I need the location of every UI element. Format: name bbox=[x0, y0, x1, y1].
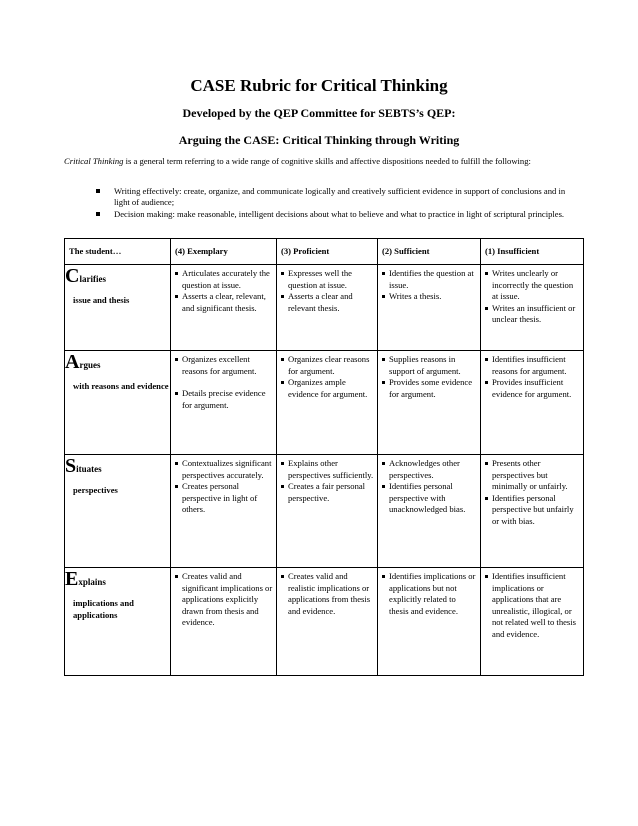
bullet-square-icon bbox=[281, 295, 284, 298]
criterion-description: perspectives bbox=[73, 485, 118, 495]
rubric-cell-text: Supplies reasons in support of argument. bbox=[389, 354, 461, 376]
rubric-cell-text: Details precise evidence for argument. bbox=[182, 388, 266, 410]
intro-bullet-text: Writing effectively: create, organize, and communicate logically and creatively sufficient evidence in support of conclusions and in light of audience; bbox=[114, 186, 566, 207]
rubric-cell-item bbox=[381, 291, 477, 303]
bullet-square-icon bbox=[485, 358, 488, 361]
bullet-square-icon bbox=[382, 485, 385, 488]
bullet-square-icon bbox=[281, 485, 284, 488]
criterion-cell bbox=[65, 351, 171, 455]
bullet-square-icon bbox=[281, 462, 284, 465]
rubric-cell-text: Organizes clear reasons for argument. bbox=[288, 354, 370, 376]
rubric-cell-item bbox=[174, 458, 273, 481]
intro-bullet-item bbox=[96, 209, 566, 220]
bullet-square-icon bbox=[175, 462, 178, 465]
criterion-initial: A bbox=[65, 351, 80, 373]
rubric-cell-item bbox=[484, 493, 580, 528]
bullet-square-icon bbox=[485, 497, 488, 500]
rubric-cell-text: Provides insufficient evidence for argument. bbox=[492, 377, 572, 399]
bullet-square-icon bbox=[281, 272, 284, 275]
bullet-square-icon bbox=[485, 575, 488, 578]
criterion-name: xplains bbox=[78, 577, 106, 587]
rubric-cell-text: Acknowledges other perspectives. bbox=[389, 458, 460, 480]
rubric-row-explains bbox=[65, 568, 584, 676]
rubric-cell-text: Creates personal perspective in light of others. bbox=[182, 481, 258, 514]
rubric-cell-item bbox=[280, 481, 374, 504]
rubric-cell-sufficient bbox=[378, 265, 481, 351]
rubric-cell-text: Writes an insufficient or unclear thesis. bbox=[492, 302, 576, 324]
intro-term: Critical Thinking bbox=[64, 156, 124, 166]
document-title: CASE Rubric for Critical Thinking bbox=[190, 76, 448, 95]
rubric-cell-item bbox=[280, 458, 374, 481]
bullet-square-icon bbox=[281, 575, 284, 578]
rubric-cell-text: Identifies the question at issue. bbox=[389, 268, 474, 290]
rubric-cell-proficient bbox=[277, 568, 378, 676]
rubric-cell-text: Identifies insufficient implications or applications that are unrealistic, illogical, or not related well to thesis and evidence. bbox=[492, 571, 577, 639]
criterion-cell bbox=[65, 568, 171, 676]
bullet-square-icon bbox=[175, 358, 178, 361]
rubric-cell-text: Creates valid and significant implications or applications explicitly drawn from thesis and evidence. bbox=[182, 571, 273, 627]
criterion-initial: C bbox=[65, 265, 80, 287]
rubric-cell-exemplary bbox=[171, 455, 277, 568]
rubric-cell-item bbox=[174, 571, 273, 629]
rubric-cell-sufficient bbox=[378, 351, 481, 455]
criterion-description: issue and thesis bbox=[73, 295, 130, 305]
rubric-cell-item bbox=[381, 354, 477, 377]
rubric-cell-item bbox=[280, 571, 374, 617]
rubric-cell-item bbox=[381, 571, 477, 617]
bullet-square-icon bbox=[485, 462, 488, 465]
rubric-cell-text: Writes unclearly or incorrectly the question at issue. bbox=[492, 268, 574, 301]
rubric-cell-item bbox=[381, 268, 477, 291]
rubric-cell-proficient bbox=[277, 351, 378, 455]
rubric-header-row bbox=[65, 239, 584, 265]
header-student: The student… bbox=[65, 239, 171, 265]
bullet-square-icon bbox=[485, 307, 488, 310]
rubric-cell-text: Provides some evidence for argument. bbox=[389, 377, 473, 399]
bullet-square-icon bbox=[96, 189, 100, 193]
rubric-cell-item bbox=[381, 377, 477, 400]
rubric-cell-sufficient bbox=[378, 568, 481, 676]
rubric-cell-item bbox=[484, 571, 580, 640]
criterion-initial: E bbox=[65, 568, 79, 590]
rubric-cell-text: Articulates accurately the question at issue. bbox=[182, 268, 270, 290]
bullet-square-icon bbox=[382, 272, 385, 275]
rubric-row-argues bbox=[65, 351, 584, 455]
rubric-cell-text: Identifies implications or applications but not explicitly related to thesis and evidence. bbox=[389, 571, 476, 616]
bullet-square-icon bbox=[175, 575, 178, 578]
rubric-cell-text: Writes a thesis. bbox=[389, 291, 442, 301]
rubric-cell-insufficient bbox=[481, 568, 584, 676]
criterion-name: ituates bbox=[76, 464, 102, 474]
rubric-cell-insufficient bbox=[481, 265, 584, 351]
rubric-cell-text: Contextualizes significant perspectives accurately. bbox=[182, 458, 272, 480]
bullet-square-icon bbox=[382, 462, 385, 465]
rubric-cell-item bbox=[484, 377, 580, 400]
rubric-cell-item bbox=[174, 388, 273, 411]
rubric-row-situates bbox=[65, 455, 584, 568]
rubric-cell-text: Creates a fair personal perspective. bbox=[288, 481, 366, 503]
bullet-square-icon bbox=[382, 295, 385, 298]
criterion-cell bbox=[65, 265, 171, 351]
bullet-square-icon bbox=[175, 272, 178, 275]
rubric-cell-text: Organizes ample evidence for argument. bbox=[288, 377, 368, 399]
intro-bullet-list bbox=[96, 186, 566, 221]
header-insufficient: (1) Insufficient bbox=[481, 239, 584, 265]
rubric-cell-text: Identifies insufficient reasons for argument. bbox=[492, 354, 567, 376]
intro-paragraph bbox=[64, 155, 584, 167]
rubric-cell-item bbox=[174, 268, 273, 291]
rubric-cell-text: Asserts a clear and relevant thesis. bbox=[288, 291, 353, 313]
rubric-cell-item bbox=[174, 481, 273, 516]
bullet-square-icon bbox=[281, 358, 284, 361]
bullet-square-icon bbox=[382, 358, 385, 361]
criterion-cell bbox=[65, 455, 171, 568]
rubric-cell-text: Presents other perspectives but minimally or unfairly. bbox=[492, 458, 568, 491]
rubric-cell-text: Organizes excellent reasons for argument. bbox=[182, 354, 257, 376]
rubric-cell-text: Creates valid and realistic implications or applications from thesis and evidence. bbox=[288, 571, 371, 616]
rubric-cell-item bbox=[381, 458, 477, 481]
rubric-cell-exemplary bbox=[171, 351, 277, 455]
rubric-table bbox=[64, 238, 584, 676]
rubric-cell-item bbox=[174, 354, 273, 377]
rubric-cell-text: Identifies personal perspective but unfairly or with bias. bbox=[492, 492, 574, 526]
rubric-cell-exemplary bbox=[171, 568, 277, 676]
rubric-cell-item bbox=[484, 303, 580, 326]
bullet-square-icon bbox=[382, 575, 385, 578]
header-exemplary: (4) Exemplary bbox=[171, 239, 277, 265]
rubric-cell-item bbox=[381, 481, 477, 516]
intro-bullet-item bbox=[96, 186, 566, 208]
rubric-cell-proficient bbox=[277, 265, 378, 351]
rubric-cell-sufficient bbox=[378, 455, 481, 568]
criterion-description: with reasons and evidence bbox=[73, 381, 169, 391]
rubric-cell-item bbox=[280, 291, 374, 314]
intro-bullet-text: Decision making: make reasonable, intelligent decisions about what to believe and what to practice in light of scriptural principles. bbox=[114, 209, 565, 219]
rubric-cell-item bbox=[484, 354, 580, 377]
header-sufficient: (2) Sufficient bbox=[378, 239, 481, 265]
rubric-cell-item bbox=[484, 268, 580, 303]
bullet-square-icon bbox=[175, 485, 178, 488]
rubric-cell-text: Identifies personal perspective with unacknowledged bias. bbox=[389, 481, 466, 514]
rubric-cell-exemplary bbox=[171, 265, 277, 351]
rubric-cell-insufficient bbox=[481, 455, 584, 568]
rubric-cell-text: Explains other perspectives sufficiently. bbox=[288, 458, 374, 480]
rubric-cell-insufficient bbox=[481, 351, 584, 455]
bullet-square-icon bbox=[485, 381, 488, 384]
bullet-square-icon bbox=[382, 381, 385, 384]
intro-text: is a general term referring to a wide range of cognitive skills and affective dispositions needed to fulfill the following: bbox=[123, 156, 531, 166]
bullet-square-icon bbox=[175, 392, 178, 395]
header-proficient: (3) Proficient bbox=[277, 239, 378, 265]
rubric-cell-item bbox=[484, 458, 580, 493]
criterion-description: implications and applications bbox=[73, 598, 134, 620]
document-subtitle-qep: Arguing the CASE: Critical Thinking through Writing bbox=[178, 133, 460, 147]
bullet-square-icon bbox=[281, 381, 284, 384]
rubric-row-clarifies bbox=[65, 265, 584, 351]
bullet-square-icon bbox=[175, 295, 178, 298]
criterion-name: rgues bbox=[79, 360, 101, 370]
criterion-name: larifies bbox=[79, 274, 106, 284]
rubric-cell-text: Asserts a clear, relevant, and significant thesis. bbox=[182, 291, 266, 313]
rubric-cell-item bbox=[280, 354, 374, 377]
rubric-cell-item bbox=[280, 268, 374, 291]
document-subtitle-committee: Developed by the QEP Committee for SEBTS’s QEP: bbox=[182, 106, 456, 120]
criterion-initial: S bbox=[65, 455, 77, 477]
rubric-cell-item bbox=[174, 291, 273, 314]
bullet-square-icon bbox=[485, 272, 488, 275]
rubric-cell-item bbox=[280, 377, 374, 400]
rubric-cell-proficient bbox=[277, 455, 378, 568]
bullet-square-icon bbox=[96, 212, 100, 216]
rubric-cell-text: Expresses well the question at issue. bbox=[288, 268, 352, 290]
